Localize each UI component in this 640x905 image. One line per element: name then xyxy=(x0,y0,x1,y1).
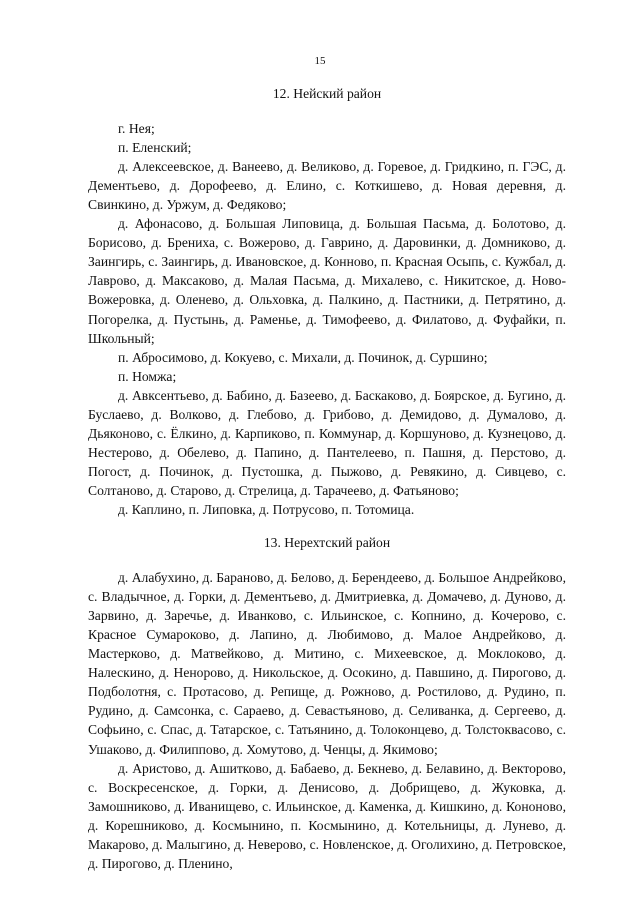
section-title-neysky: 12. Нейский район xyxy=(272,86,382,101)
section-title-nerekhtsky: 13. Нерехтский район xyxy=(263,535,391,551)
page-number: 15 xyxy=(314,55,326,67)
settlement-paragraph: г. Нея; xyxy=(118,121,155,137)
settlement-paragraph: п. Еленский; xyxy=(118,140,192,156)
settlement-paragraph: д. Каплино, п. Липовка, д. Потрусово, п. Тотомица. xyxy=(118,501,415,517)
settlement-paragraph: п. Абросимово, д. Кокуево, с. Михали, д. Починок, д. Суршино; xyxy=(118,349,488,365)
settlement-paragraph: д. Алексеевское, д. Ванеево, д. Великово, д. Горевое, д. Гридкино, п. ГЭС, д. Дементьево, д. Дорофеево, д. Елино, с. Коткишево, д. Новая деревня, д. Свинкино, д. Уржум, д. Федяково; xyxy=(88,159,566,213)
settlement-paragraph: д. Афонасово, д. Большая Липовица, д. Большая Пасьма, д. Болотово, д. Борисово, д. Брениха, с. Вожерово, д. Гаврино, д. Даровинки, д. Домниково, д. Заингирь, с. Заингирь, д. Ивановское, д. Конново, п. Красная Осыпь, с. Кужбал, д. Лаврово, д. Максаково, д. Малая Пасьма, д. Михалево, с. Никитское, д. Ново-Вожеровка, д. Оленево, д. Ольховка, д. Палкино, д. Пастники, д. Петрятино, д. Погорелка, д. Пустынь, д. Раменье, д. Тимофеево, д. Филатово, д. Фуфайки, п. Школьный; xyxy=(88,216,566,346)
document-body xyxy=(88,84,566,873)
settlement-paragraph: д. Авксентьево, д. Бабино, д. Базеево, д. Баскаково, д. Боярское, д. Бугино, д. Буслаево, д. Волково, д. Глебово, д. Грибово, д. Демидово, д. Думалово, д. Дьяконово, с. Ёлкино, д. Карпиково, п. Коммунар, д. Коршуново, д. Кузнецово, д. Нестерово, д. Обелево, д. Папино, д. Пантелеево, п. Пашня, д. Перстово, д. Погост, д. Починок, д. Пустошка, д. Пыжово, д. Ревякино, д. Сивцево, с. Солтаново, д. Старово, д. Стрелица, д. Тарачеево, д. Фатьяново; xyxy=(88,387,566,498)
settlement-paragraph: п. Номжа; xyxy=(118,368,177,384)
settlement-paragraph: д. Аристово, д. Ашитково, д. Бабаево, д. Бекнево, д. Белавино, д. Векторово, с. Воскресенское, д. Горки, д. Денисово, д. Добрищево, д. Жуковка, д. Замошниково, д. Иванищево, с. Ильинское, д. Каменка, д. Кишкино, д. Кононово, д. Корешниково, д. Космынино, п. Космынино, д. Котельницы, д. Лунево, д. Макарово, д. Малыгино, д. Неверово, с. Новленское, д. Оголихино, д. Петровское, д. Пирогово, д. Пленино, xyxy=(88,760,566,871)
settlement-paragraph: д. Алабухино, д. Бараново, д. Белово, д. Берендеево, д. Большое Андрейково, с. Владычное, д. Горки, д. Дементьево, д. Дмитриевка, д. Домачево, д. Дуново, д. Зарвино, д. Заречье, д. Иванково, с. Ильинское, с. Копнино, д. Кочерово, с. Красное Сумароково, д. Лапино, д. Любимово, д. Малое Андрейково, д. Мастерково, д. Матвейково, д. Митино, с. Михеевское, д. Моклоково, д. Налескино, д. Ненорово, д. Никольское, д. Осокино, д. Павшино, д. Пирогово, д. Подболотня, с. Протасово, д. Репище, д. Рожново, д. Ростилово, д. Рудино, п. Рудино, д. Самсонка, с. Сараево, д. Севастьяново, д. Селиванка, д. Сергеево, д. Софьино, с. Спас, д. Татарское, с. Татьянино, д. Толоконцево, д. Толстоквасово, с. Ушаково, д. Филиппово, д. Хомутово, д. Ченцы, д. Якимово; xyxy=(88,570,566,757)
